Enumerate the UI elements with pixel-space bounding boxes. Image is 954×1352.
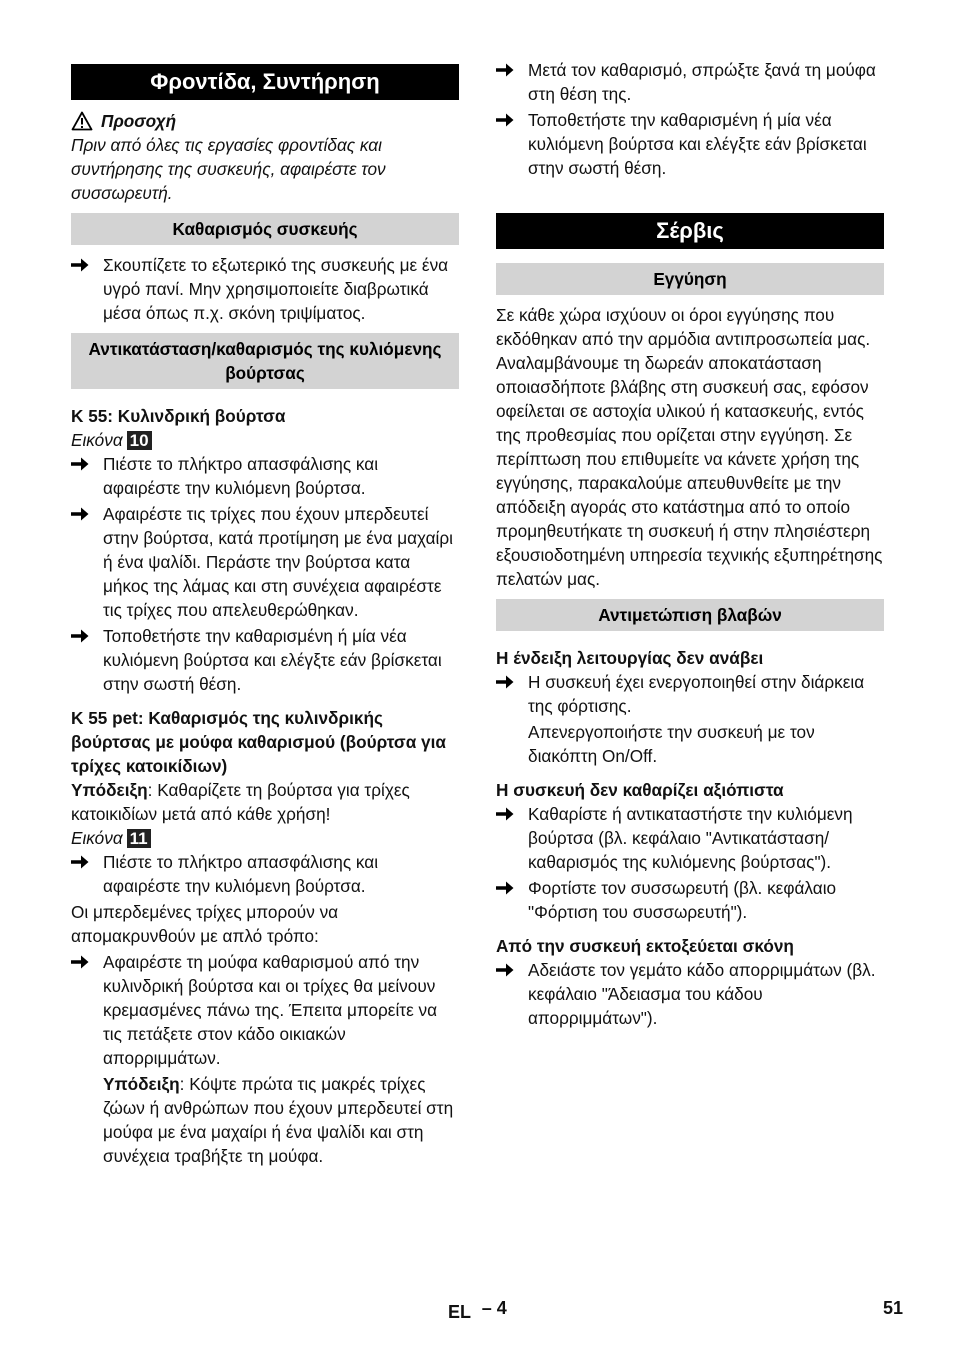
k55pet-note: Υπόδειξη: Καθαρίζετε τη βούρτσα για τρίχες κατοικιδίων μετά από κάθε χρήση! [71,780,410,824]
arrow-right-icon [71,258,89,272]
arrow-right-icon [496,807,514,821]
arrow-right-icon [71,457,89,471]
figure-reference-11: Εικόνα 11 [71,826,459,850]
k55pet-intro: Οι μπερδεμένες τρίχες μπορούν να απομακρυνθούν με απλό τρόπο: [71,902,339,946]
list-item: Αφαιρέστε τις τρίχες που έχουν μπερδευτεί στην βούρτσα, κατά προτίμηση με ένα μαχαίρι ή ένα ψαλίδι. Περάστε την βούρτσα κατα μήκος της λάμας και στη συνέχεια αφαιρέστε τις τρίχες που απελευθερώθηκαν. [71,502,459,622]
list-item: Πιέστε το πλήκτρο απασφάλισης και αφαιρέστε την κυλιόμενη βούρτσα. [71,452,459,500]
list-item: Τοποθετήστε την καθαρισμένη ή μία νέα κυλιόμενη βούρτσα και ελέγξτε εάν βρίσκεται στην σωστή θέση. [71,624,459,696]
warning-triangle-icon [71,111,93,131]
section-title-service: Σέρβις [496,213,884,249]
list-item: Φορτίστε τον συσσωρευτή (βλ. κεφάλαιο "Φόρτιση του συσσωρευτή"). [496,876,884,924]
arrow-right-icon [71,855,89,869]
page-number: 51 [883,1298,904,1318]
warning-header [71,109,459,133]
list-item: Τοποθετήστε την καθαρισμένη ή μία νέα κυλιόμενη βούρτσα και ελέγξτε εάν βρίσκεται στην σωστή θέση. [496,108,884,180]
footer-language-page: EL – 4 [448,1298,507,1322]
arrow-right-icon [71,507,89,521]
arrow-right-icon [496,881,514,895]
list-item: Αδειάστε τον γεμάτο κάδο απορριμμάτων (βλ. κεφάλαιο "Άδειασμα του κάδου απορριμμάτων"). [496,958,884,1030]
list-item: Καθαρίστε ή αντικαταστήστε την κυλιόμενη βούρτσα (βλ. κεφάλαιο "Αντικατάσταση/καθαρισμός της κυλιόμενης βούρτσας"). [496,802,884,874]
warning-label: Προσοχή [101,111,177,131]
arrow-right-icon [496,963,514,977]
arrow-right-icon [71,629,89,643]
warning-text: Πριν από όλες τις εργασίες φροντίδας και συντήρησης της συσκευής, αφαιρέστε τον συσσωρευτή. [71,135,386,203]
problem-title: Η ένδειξη λειτουργίας δεν ανάβει [496,648,764,668]
list-item: Αφαιρέστε τη μούφα καθαρισμού από την κυλινδρική βούρτσα και οι τρίχες θα μείνουν κρεμασμένες πάνω της. Έπειτα μπορείτε να τις πετάξετε στον κάδο οικιακών απορριμμάτων. [71,950,459,1070]
k55pet-note2: Υπόδειξη: Κόψτε πρώτα τις μακρές τρίχες ζώων ή ανθρώπων που έχουν μπερδευτεί στη μούφα με ένα μαχαίρι ή ένα ψαλίδι και στη συνέχεια τραβήξτε τη μούφα. [103,1074,454,1166]
arrow-right-icon [496,113,514,127]
figure-reference-10: Εικόνα 10 [71,428,459,452]
k55-title: K 55: Κυλινδρική βούρτσα [71,406,286,426]
figure-number-badge: 11 [127,829,151,848]
heading-warranty: Εγγύηση [496,263,884,295]
section-title-care: Φροντίδα, Συντήρηση [71,64,459,100]
problem-title: Από την συσκευή εκτοξεύεται σκόνη [496,936,794,956]
arrow-right-icon [71,955,89,969]
list-item: Πιέστε το πλήκτρο απασφάλισης και αφαιρέστε την κυλιόμενη βούρτσα. [71,850,459,898]
warranty-text: Σε κάθε χώρα ισχύουν οι όροι εγγύησης που εκδόθηκαν από την αρμόδια αντιπροσωπεία μας. Αναλαμβάνουμε τη δωρεάν αποκατάσταση οποιασδήποτε βλάβης στη συσκευή σας, εφόσον οφείλεται σε αστοχία υλικού ή κατασκευής, εντός της προθεσμίας που ορίζεται στην εγγύηση. Σε περίπτωση που επιθυμείτε να κάνετε χρήση της εγγύησης, παρακαλούμε απευθυνθείτε με την απόδειξη αγοράς στο κατάστημα από το οποίο προμηθευτήκατε τη συσκευή ή στην πλησιέστερη εξουσιοδοτημένη υπηρεσία τεχνικής εξυπηρέτησης πελατών μας. [496,305,883,589]
arrow-right-icon [496,63,514,77]
list-item: Σκουπίζετε το εξωτερικό της συσκευής με ένα υγρό πανί. Μην χρησιμοποιείτε διαβρωτικά μέσα όπως π.χ. σκόνη τριψίματος. [71,253,459,325]
problem-remedy: Απενεργοποιήστε την συσκευή με τον διακόπτη On/Off. [528,722,815,766]
problem-title: Η συσκευή δεν καθαρίζει αξιόπιστα [496,780,784,800]
k55pet-title: K 55 pet: Καθαρισμός της κυλινδρικής βούρτσας με μούφα καθαρισμού (βούρτσα για τρίχες κατοικίδιων) [71,708,446,776]
figure-number-badge: 10 [127,431,152,450]
right-column [496,58,884,1030]
heading-brush-replacement: Αντικατάσταση/καθαρισμός της κυλιόμενης βούρτσας [71,333,459,389]
heading-troubleshooting: Αντιμετώπιση βλαβών [496,599,884,631]
arrow-right-icon [496,675,514,689]
list-item: Μετά τον καθαρισμό, σπρώξτε ξανά τη μούφα στη θέση της. [496,58,884,106]
heading-device-cleaning: Καθαρισμός συσκευής [71,213,459,245]
list-item: Η συσκευή έχει ενεργοποιηθεί στην διάρκεια της φόρτισης. [496,670,884,718]
left-column [71,64,459,1168]
